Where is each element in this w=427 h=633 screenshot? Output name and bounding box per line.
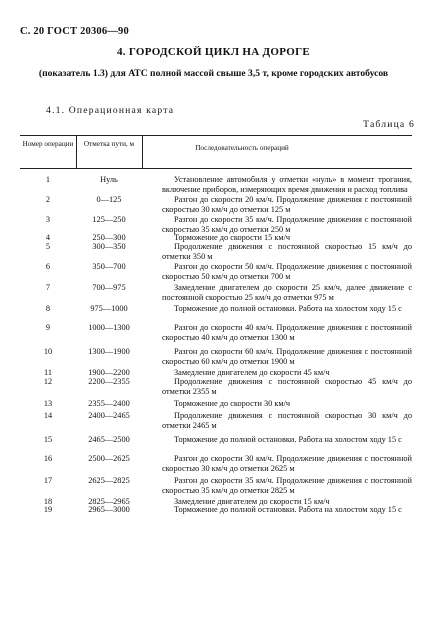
operation-number: 19	[43, 505, 53, 514]
path-mark: 1000—1300	[88, 323, 130, 332]
path-mark: 2500—2625	[88, 454, 130, 463]
operation-description: Разгон до скорости 40 км/ч. Продолжение движения с постоянной скоростью 40 км/ч до отметки 1300 м	[162, 323, 412, 342]
path-mark: 1300—1900	[88, 347, 130, 356]
operation-number: 17	[43, 476, 53, 485]
operation-description: Разгон до скорости 20 км/ч. Продолжение движения с постоянной скоростью 30 км/ч до отметки 125 м	[162, 195, 412, 214]
operation-description: Разгон до скорости 50 км/ч. Продолжение движения с постоянной скоростью 50 км/ч до отметки 700 м	[162, 262, 412, 281]
section-title: 4. ГОРОДСКОЙ ЦИКЛ НА ДОРОГЕ	[116, 46, 311, 58]
operation-number: 18	[43, 497, 53, 506]
page-header: С. 20 ГОСТ 20306—90	[20, 26, 129, 37]
table-label: Таблица 6	[363, 119, 415, 130]
operation-number: 8	[45, 304, 51, 313]
path-mark: 125—250	[92, 215, 126, 224]
operation-number: 16	[43, 454, 53, 463]
operation-number: 9	[45, 323, 51, 332]
operation-number: 2	[45, 195, 51, 204]
table-top-rule	[20, 135, 412, 136]
path-mark: 2825—2965	[88, 497, 130, 506]
path-mark: 975—1000	[90, 304, 128, 313]
operation-description: Торможение до скорости 30 км/ч	[174, 399, 291, 408]
operation-description: Установление автомобиля у отметки «нуль» в момент трогания, включение приборов, измеряющих время движения и расход топлива	[162, 175, 412, 194]
subsection-title: 4.1. Операционная карта	[46, 105, 175, 116]
section-subtitle: (показатель 1.3) для АТС полной массой свыше 3,5 т, кроме городских автобусов	[38, 68, 389, 79]
path-mark: 2200—2355	[88, 377, 130, 386]
path-mark: 2355—2400	[88, 399, 130, 408]
header-mark: Отметка пути, м	[83, 140, 135, 148]
operation-number: 1	[45, 175, 51, 184]
operation-number: 3	[45, 215, 51, 224]
operation-description: Разгон до скорости 35 км/ч. Продолжение движения с постоянной скоростью 35 км/ч до отметки 250 м	[162, 215, 412, 234]
operation-number: 11	[44, 368, 52, 377]
operation-number: 13	[43, 399, 53, 408]
path-mark: 700—975	[92, 283, 126, 292]
operation-description: Разгон до скорости 35 км/ч. Продолжение движения с постоянной скоростью 35 км/ч до отметки 2825 м	[162, 476, 412, 495]
column-divider	[76, 135, 77, 168]
operation-number: 5	[45, 242, 51, 251]
path-mark: Нуль	[100, 175, 118, 184]
operation-description: Замедление двигателем до скорости 15 км/ч	[174, 497, 330, 506]
path-mark: 2965—3000	[88, 505, 130, 514]
path-mark: 2465—2500	[88, 435, 130, 444]
operation-number: 15	[43, 435, 53, 444]
operation-number: 7	[45, 283, 51, 292]
operation-description: Торможение до полной остановки. Работа на холостом ходу 15 с	[174, 304, 402, 313]
table-header-rule	[20, 168, 412, 169]
path-mark: 350—700	[92, 262, 126, 271]
path-mark: 2400—2465	[88, 411, 130, 420]
operation-number: 12	[43, 377, 53, 386]
header-num: Номер операции	[22, 140, 74, 148]
path-mark: 300—350	[92, 242, 126, 251]
operation-description: Замедление двигателем до скорости 45 км/ч	[174, 368, 330, 377]
header-desc: Последовательность операций	[195, 144, 289, 152]
operation-number: 6	[45, 262, 51, 271]
path-mark: 1900—2200	[88, 368, 130, 377]
path-mark: 0—125	[96, 195, 122, 204]
operation-description: Торможение до полной остановки. Работа на холостом ходу 15 с	[174, 435, 402, 444]
path-mark: 250—300	[92, 233, 126, 242]
operation-description: Продолжение движения с постоянной скоростью 45 км/ч до отметки 2355 м	[162, 377, 412, 396]
operation-description: Торможение до скорости 15 км/ч	[174, 233, 291, 242]
operation-number: 4	[45, 233, 51, 242]
path-mark: 2625—2825	[88, 476, 130, 485]
operation-description: Продолжение движения с постоянной скоростью 15 км/ч до отметки 350 м	[162, 242, 412, 261]
operation-description: Разгон до скорости 60 км/ч. Продолжение движения с постоянной скоростью 60 км/ч до отметки 1900 м	[162, 347, 412, 366]
operation-description: Продолжение движения с постоянной скоростью 30 км/ч до отметки 2465 м	[162, 411, 412, 430]
operation-number: 14	[43, 411, 53, 420]
operation-description: Торможение до полной остановки. Работа на холостом ходу 15 с	[174, 505, 402, 514]
operation-number: 10	[43, 347, 53, 356]
operation-description: Замедление двигателем до скорости 25 км/ч, далее движение с постоянной скоростью 25 км/ч до отметки 975 м	[162, 283, 412, 302]
operation-description: Разгон до скорости 30 км/ч. Продолжение движения с постоянной скоростью 30 км/ч до отметки 2625 м	[162, 454, 412, 473]
